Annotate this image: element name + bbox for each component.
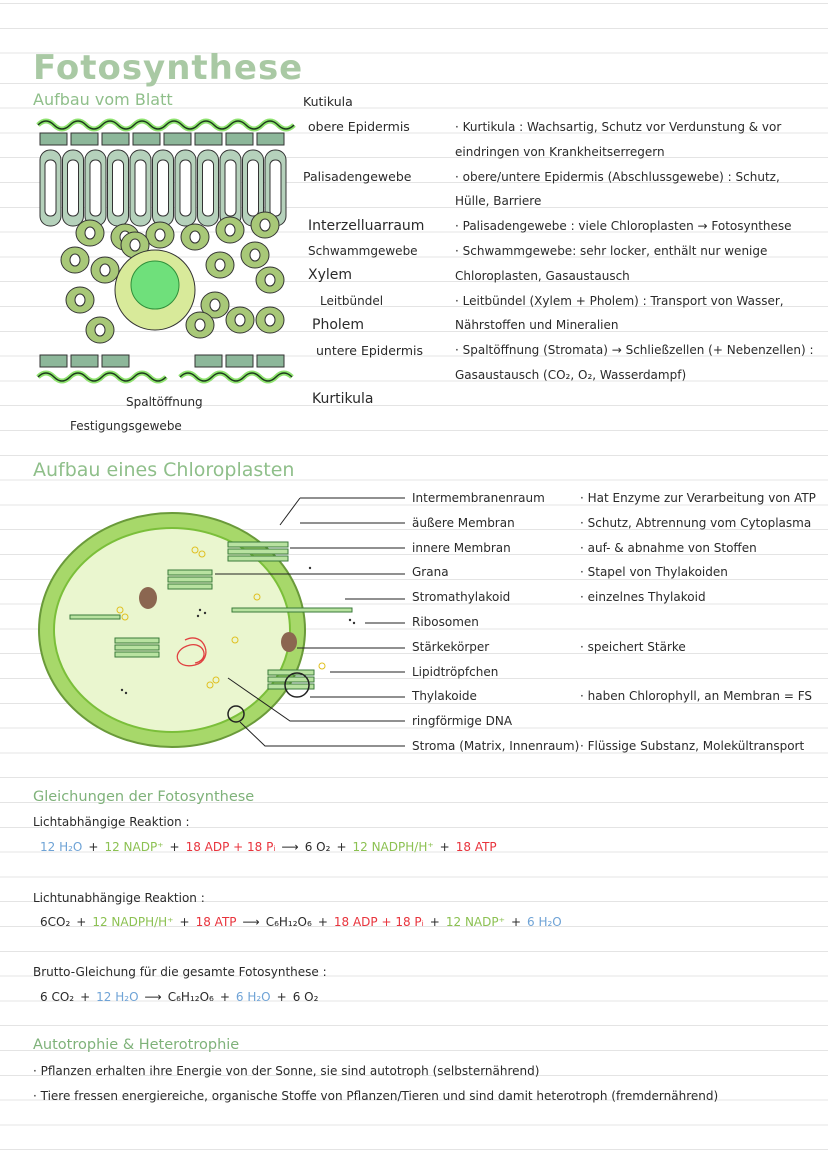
trophy-heading: Autotrophie & Heterotrophie [33,1037,240,1053]
leaf-note-line: · Palisadengewebe : viele Chloroplasten → Fotosynthese [455,219,792,234]
label-kurtikula: Kurtikula [312,391,374,407]
chloroplast-part-label: Lipidtröpfchen [412,664,499,679]
equation-term: 6 O₂ [304,840,331,854]
equation-term: 12 NADPH/H⁺ [92,915,174,929]
equation-term: 6 CO₂ [40,990,75,1004]
equation-term: + [439,840,450,854]
equation-term: C₆H₁₂O₆ [167,990,214,1004]
dark-reaction-label: Lichtunabhängige Reaktion : [33,891,205,905]
label-xylem: Xylem [308,267,353,283]
label-spaltoeffnung: Spaltöffnung [126,395,203,409]
chloroplast-part-description: · speichert Stärke [580,639,686,654]
equation-term: ⟶ [144,990,162,1004]
chloroplast-heading: Aufbau eines Chloroplasten [33,459,295,481]
equation-term: 12 NADP⁺ [445,915,505,929]
leaf-note-line: eindringen von Krankheitserregern [455,144,665,159]
leaf-note-line: Chloroplasten, Gasaustausch [455,268,630,283]
page-title: Fotosynthese [33,48,304,88]
chloroplast-part-label: innere Membran [412,540,511,555]
trophy-line: · Pflanzen erhalten ihre Energie von der Sonne, sie sind autotroph (selbsternährend) [33,1064,540,1078]
equation-term: 6 H₂O [527,915,562,929]
light-reaction-label: Lichtabhängige Reaktion : [33,815,190,829]
chloroplast-part-description: · Flüssige Substanz, Molekültransport [580,739,805,753]
leaf-heading: Aufbau vom Blatt [33,90,173,109]
chloroplast-part-label: ringförmige DNA [412,714,513,729]
leaf-cross-section-diagram [30,105,300,395]
label-leitbuendel: Leitbündel [320,294,384,308]
equation-term: + [76,915,87,929]
leaf-note-line: Nährstoffen und Mineralien [455,318,619,333]
equation-term: 12 NADP⁺ [104,840,164,854]
equation-term: 18 ADP + 18 Pᵢ [185,840,276,854]
equation-term: 12 H₂O [96,990,139,1004]
equation-term: C₆H₁₂O₆ [265,915,312,929]
chloroplast-part-label: Stroma (Matrix, Innenraum) [412,739,580,753]
chloroplast-part-label: äußere Membran [412,515,515,530]
equation-term: ⟶ [242,915,260,929]
equation-term: 18 ATP [455,840,497,854]
leaf-note-line: Hülle, Barriere [455,194,542,209]
light-reaction-equation [40,840,503,854]
label-interzelluarraum: Interzelluarraum [308,218,425,234]
equation-term: 18 ADP + 18 Pᵢ [333,915,424,929]
equation-term: + [219,990,230,1004]
label-festigungsgewebe: Festigungsgewebe [70,419,182,433]
equation-term: 12 H₂O [40,840,83,854]
equation-term: 18 ATP [195,915,237,929]
equation-term: + [317,915,328,929]
equation-term: 6 O₂ [292,990,319,1004]
equation-term: + [80,990,91,1004]
dark-reaction-equation [40,915,568,929]
leaf-note-line: · Kurtikula : Wachsartig, Schutz vor Verdunstung & vor [455,120,782,134]
chloroplast-part-label: Intermembranenraum [412,491,545,505]
chloroplast-part-label: Stromathylakoid [412,590,511,605]
equation-term: 6 H₂O [235,990,271,1004]
label-untere-epidermis: untere Epidermis [316,343,423,358]
equation-term: + [276,990,287,1004]
equation-term: + [510,915,522,929]
equation-term: ⟶ [281,840,299,854]
equations-heading: Gleichungen der Fotosynthese [33,789,255,805]
leaf-note-line: Gasaustausch (CO₂, O₂, Wasserdampf) [455,368,687,382]
chloroplast-part-label: Thylakoide [412,689,477,704]
chloroplast-part-label: Grana [412,565,449,580]
chloroplast-part-description: · Hat Enzyme zur Verarbeitung von ATP [580,491,816,505]
label-pholem: Pholem [312,317,365,333]
equation-term: + [429,915,440,929]
leaf-note-line: · Leitbündel (Xylem + Pholem) : Transport von Wasser, [455,293,784,308]
chloroplast-part-description: · einzelnes Thylakoid [580,590,706,605]
equation-term: + [169,840,180,854]
trophy-line: · Tiere fressen energiereiche, organische Stoffe von Pflanzen/Tieren und sind damit heterotroph (fremdernährend) [33,1089,719,1103]
leaf-note-line: · Schwammgewebe: sehr locker, enthält nur wenige [455,244,768,258]
leaf-note-line: · obere/untere Epidermis (Abschlussgewebe) : Schutz, [455,169,780,184]
label-schwammgewebe: Schwammgewebe [308,244,418,258]
chloroplast-part-label: Ribosomen [412,615,479,629]
gross-equation [40,990,324,1004]
gross-equation-label: Brutto-Gleichung für die gesamte Fotosynthese : [33,965,327,979]
equation-term: + [88,840,99,854]
equation-term: 12 NADPH/H⁺ [352,840,434,854]
equation-term: 6CO₂ [40,915,71,929]
equation-term: + [179,915,190,929]
chloroplast-part-description: · auf- & abnahme von Stoffen [580,540,757,555]
chloroplast-part-description: · haben Chlorophyll, an Membran = FS [580,689,813,704]
leaf-note-line: · Spaltöffnung (Stromata) → Schließzellen (+ Nebenzellen) : [455,343,814,358]
label-kutikula: Kutikula [303,94,353,109]
chloroplast-diagram [0,480,420,770]
label-palisadengewebe: Palisadengewebe [303,169,412,184]
chloroplast-part-label: Stärkekörper [412,639,490,654]
chloroplast-part-description: · Stapel von Thylakoiden [580,565,728,580]
chloroplast-part-description: · Schutz, Abtrennung vom Cytoplasma [580,515,812,530]
label-obere-epidermis: obere Epidermis [308,119,410,134]
equation-term: + [336,840,347,854]
